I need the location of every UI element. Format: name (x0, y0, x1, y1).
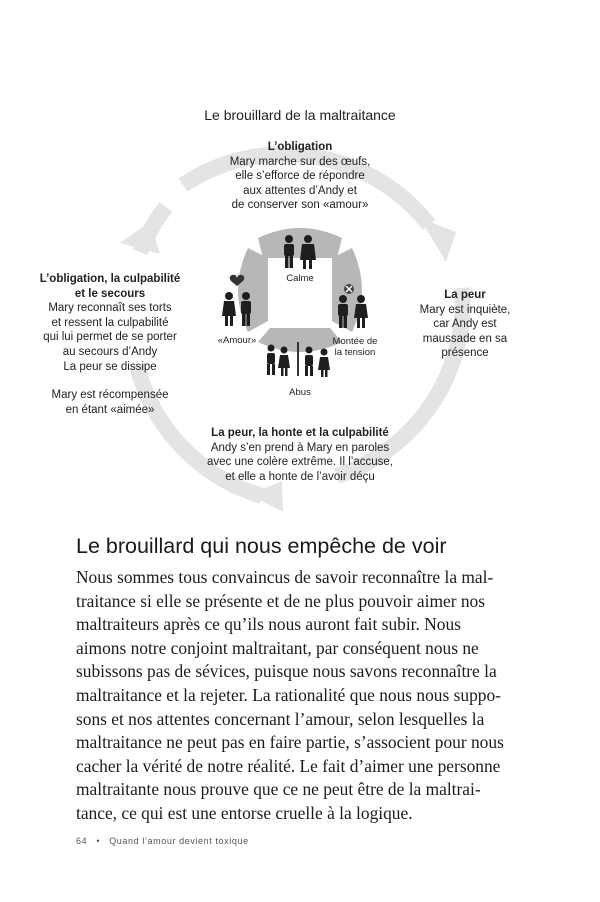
stage-fear (405, 288, 525, 361)
stage-fear-shame-guilt-line: avec une colère extrême. Il l’accuse, (206, 456, 393, 469)
stage-obligation-line: de conserver son «amour» (231, 199, 369, 212)
arrowhead-right (420, 218, 456, 262)
stage-fear-title: La peur (444, 289, 486, 301)
page-number: 64 (76, 836, 88, 846)
section-heading: Le brouillard qui nous empêche de voir (76, 534, 447, 558)
paragraph-line: Nous sommes tous convaincus de savoir reconnaître la mal- (76, 567, 494, 587)
wheel-label-abuse: Abus (289, 387, 311, 398)
stage-fear-shame-guilt-line: et elle a honte de l’avoir déçu (225, 470, 375, 483)
stage-rescue-gap (30, 374, 190, 388)
stage-obligation (200, 140, 400, 213)
stage-rescue-title: et le secours (74, 287, 146, 300)
wheel-label-tension (327, 336, 383, 358)
paragraph-line: maltraitante nous prouve que ce ne peut être de la maltrai- (76, 779, 481, 800)
stage-obligation-title: L’obligation (267, 141, 333, 153)
stage-fear-shame-guilt-line: Andy s’en prend à Mary en paroles (210, 441, 390, 454)
footer-separator: • (96, 836, 101, 846)
stage-rescue-line: et ressent la culpabilité (51, 316, 169, 329)
stage-obligation-line: aux attentes d’Andy et (243, 184, 357, 197)
stage-obligation-line: elle s’efforce de répondre (235, 170, 365, 183)
paragraph-line: cacher la vérité de notre réalité. Le fait d’aimer une personne (76, 755, 501, 776)
stage-reward-line: Mary est récompensée (51, 389, 169, 402)
stage-rescue-line: au secours d’Andy (62, 345, 158, 358)
paragraph-line: sons et nos attentes concernant l’amour, selon lesquelles la (76, 708, 485, 729)
wheel-label-calm: Calme (286, 273, 314, 284)
stage-fear-line: Mary est inquiète, (419, 303, 511, 316)
stage-rescue-title: L’obligation, la culpabilité (39, 273, 181, 285)
stage-fear-line: car Andy est (433, 318, 497, 331)
wheel-label-tension-line: la tension (334, 347, 376, 358)
stage-rescue-line: Mary reconnaît ses torts (48, 302, 172, 315)
paragraph-line: maltraitance ne peut pas en faire partie, s’associent pour nous (76, 732, 504, 753)
paragraph-line: subissons pas de sévices, puisque nous savons reconnaître la (76, 661, 497, 682)
stage-fear-shame-guilt-title: La peur, la honte et la culpabilité (211, 427, 389, 439)
page-footer (76, 836, 249, 846)
running-title: Quand l’amour devient toxique (109, 836, 249, 846)
body-paragraph (76, 566, 526, 826)
stage-reward-line: en étant «aimée» (65, 403, 155, 416)
paragraph-line: tance, ce qui est une entorse cruelle à la logique. (76, 802, 413, 823)
stage-fear-line: maussade en sa (422, 332, 508, 345)
paragraph-line: maltraitance et la rejeter. La rationalité que nous nous suppo- (76, 684, 501, 705)
stage-fear-shame-guilt (185, 426, 415, 484)
paragraph-line: aimons notre conjoint maltraitant, par conséquent nous ne (76, 637, 479, 658)
stage-rescue-line: La peur se dissipe (63, 360, 157, 373)
stage-rescue-line: qui lui permet de se porter (43, 331, 177, 344)
wheel-center (268, 258, 332, 322)
stage-obligation-guilt-rescue (30, 272, 190, 417)
wheel-label-love: «Amour» (217, 335, 257, 346)
wheel-label-tension-line: Montée de (332, 336, 378, 347)
diagram-title: Le brouillard de la maltraitance (204, 107, 396, 123)
paragraph-line: maltraiteurs après ce qu’ils nous auront fait subir. Nous (76, 614, 461, 635)
stage-obligation-line: Mary marche sur des œufs, (229, 155, 371, 168)
paragraph-line: traitance si elle se présente et de ne plus pouvoir aimer nos (76, 590, 486, 611)
stage-fear-line: présence (441, 347, 489, 360)
